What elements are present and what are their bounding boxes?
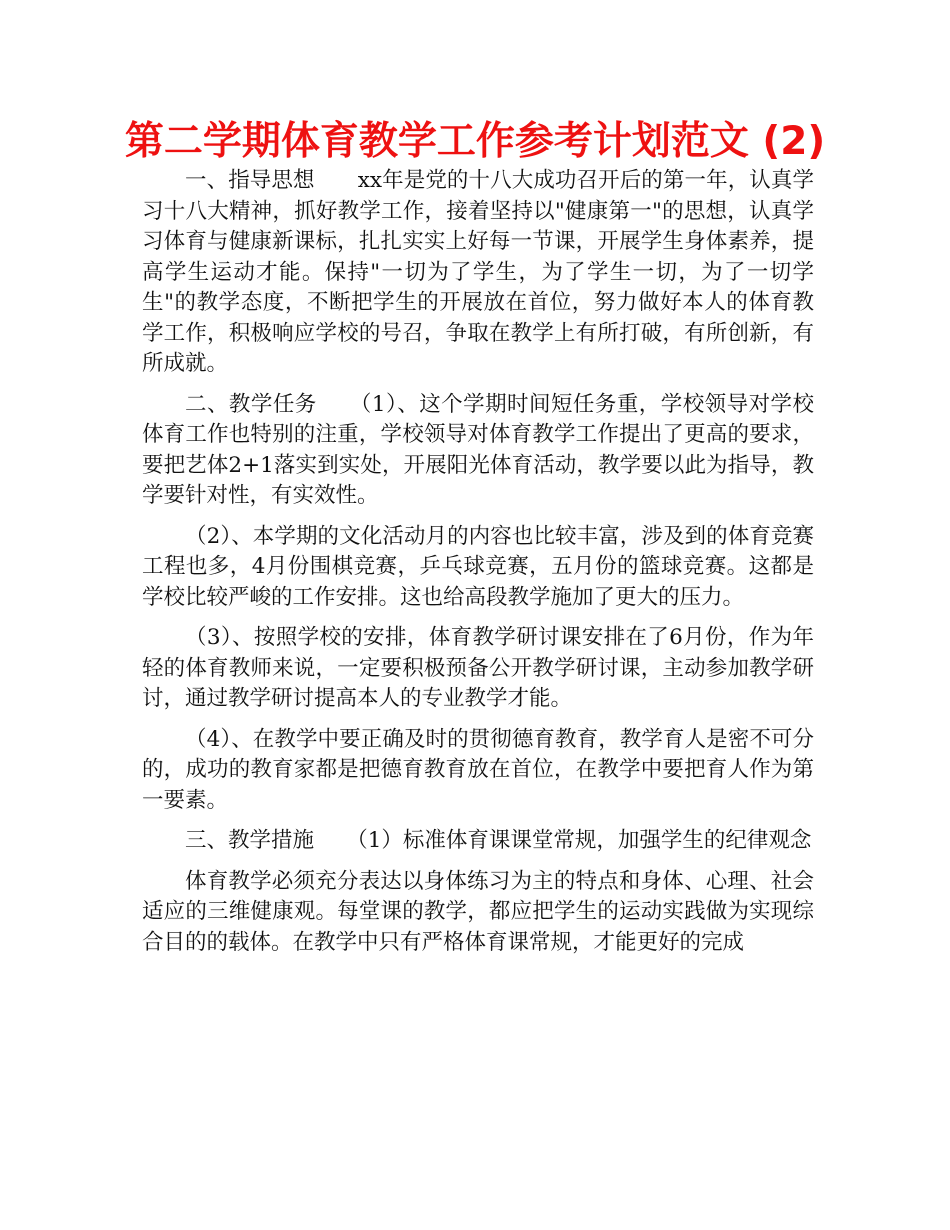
paragraph-teaching-tasks-1: 二、教学任务 （1）、这个学期时间短任务重，学校领导对学校体育工作也特别的注重，学校领导对体育教学工作提出了更高的要求，要把艺体2+1落实到实处，开展阳光体育活动，教学要以此为指导，教学要针对性，有实效性。 [142, 391, 814, 508]
paragraph-guiding-ideology: 一、指导思想 xx年是党的十八大成功召开后的第一年，认真学习十八大精神，抓好教学工作，接着坚持以"健康第一"的思想，认真学习体育与健康新课标，扎扎实实上好每一节课，开展学生身体素养，提高学生运动才能。保持"一切为了学生，为了学生一切，为了一切学生"的教学态度，不断把学生的开展放在首位，努力做好本人的体育教学工作，积极响应学校的号召，争取在教学上有所打破，有所创新，有所成就。 [142, 168, 814, 376]
document-body [142, 166, 814, 958]
paragraph-teaching-tasks-4: （4）、在教学中要正确及时的贯彻德育教育，教学育人是密不可分的，成功的教育家都是把德育教育放在首位，在教学中要把育人作为第一要素。 [142, 726, 814, 813]
paragraph-teaching-measures-1: 三、教学措施 （1）标准体育课课堂常规，加强学生的纪律观念 [185, 828, 812, 853]
paragraph-teaching-tasks-2: （2）、本学期的文化活动月的内容也比较丰富，涉及到的体育竞赛工程也多，4月份围棋竞赛，乒乓球竞赛，五月份的篮球竞赛。这都是学校比较严峻的工作安排。这也给高段教学施加了更大的压力。 [142, 523, 814, 610]
paragraph-teaching-tasks-3: （3）、按照学校的安排，体育教学研讨课安排在了6月份，作为年轻的体育教师来说，一定要积极预备公开教学研讨课，主动参加教学研讨，通过教学研讨提高本人的专业教学才能。 [142, 625, 814, 711]
document-title: 第二学期体育教学工作参考计划范文 (2) [124, 119, 826, 164]
paragraph-teaching-measures-body: 体育教学必须充分表达以身体练习为主的特点和身体、心理、社会适应的三维健康观。每堂课的教学，都应把学生的运动实践做为实现综合目的的载体。在教学中只有严格体育课常规，才能更好的完成 [142, 868, 814, 955]
